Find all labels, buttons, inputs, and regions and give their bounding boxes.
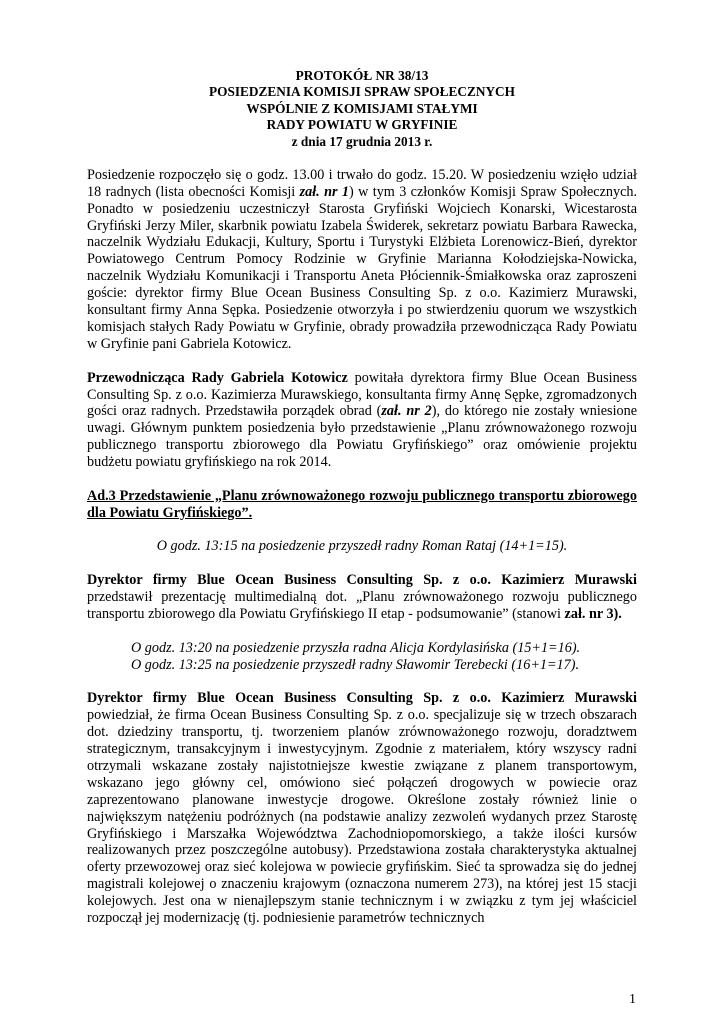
title-line: RADY POWIATU W GRYFINIE [266, 117, 458, 133]
attendance-note: O godz. 13:15 na posiedzenie przyszedł radny Roman Rataj (14+1=15). [156, 538, 568, 555]
attendance-note: O godz. 13:25 na posiedzenie przyszedł radny Sławomir Terebecki (16+1=17). [131, 656, 580, 673]
attendance-note: O godz. 13:20 na posiedzenie przyszła radna Alicja Kordylasińska (15+1=16). [131, 639, 581, 656]
attachment-ref: zał. nr 1 [299, 183, 350, 200]
speaker-name: Dyrektor firmy Blue Ocean Business Consulting Sp. z o.o. Kazimierz Murawski [87, 690, 637, 707]
title-line: PROTOKÓŁ NR 38/13 [295, 68, 429, 83]
attachment-ref: zał. nr 3). [564, 605, 622, 622]
speaker-name: Przewodnicząca Rady Gabriela Kotowicz [87, 369, 348, 386]
title-line: POSIEDZENIA KOMISJI SPRAW SPOŁECZNYCH [208, 84, 516, 100]
opening-paragraph: Posiedzenie rozpoczęło się o godz. 13.00 i trwało do godz. 15.20. W posiedzeniu wzięło udział 18 radnych (lista obecności Komisji zał. nr 1) w tym 3 członków Komisji Spraw Społecznych. Ponadto w posiedzeniu uczestniczył Starosta Gryfiński Wojciech Konarski, Wicestarosta Gryfiński Jerzy Miler, skarbnik powiatu Izabela Świderek, sekretarz powiatu Barbara Rawecka, naczelnik Wydziału Edukacji, Kultury, Sportu i Turystyki Elżbieta Lorenowicz-Bień, dyrektor Powiatowego Centrum Pomocy Rodzinie w Gryfinie Marianna Kołodziejska-Nowicka, naczelnik Wydziału Komunikacji i Transportu Aneta Płóciennik-Śmiałkowska oraz zaproszeni goście: dyrektor firmy Blue Ocean Business Consulting Sp. z o.o. Kazimierz Murawski, konsultant firmy Anna Sępka. Posiedzenie otworzyła i po stwierdzeniu quorum we wszystkich komisjach stałych Rady Powiatu w Gryfinie, obrady prowadziła przewodnicząca Rady Powiatu w Gryfinie pani Gabriela Kotowicz. [87, 166, 638, 352]
speech-paragraph: Dyrektor firmy Blue Ocean Business Consulting Sp. z o.o. Kazimierz Murawski powiedział, że firma Ocean Business Consulting Sp. z o.o. specjalizuje się w trzech obszarach dot. dziedziny transportu, tj. tworzeniem planów zrównoważonego rozwoju, doradztwem strategicznym, transakcyjnym i inwestycyjnym. Zgodnie z materiałem, który wszyscy radni otrzymali wskazane zostały najistotniejsze kwestie związane z planem transportowym, wskazano jego główny cel, omówiono sieć połączeń drogowych w powiecie oraz zaprezentowano planowane inwestycje drogowe. Określone zostały również linie o największym natężeniu podróżnych (na podstawie analizy zezwoleń wydanych przez Starostę Gryfińskiego i Marszałka Województwa Zachodniopomorskiego, a także ilości kursów realizowanych przez poszczególne autobusy). Przedstawiona została charakterystyka aktualnej oferty przewozowej oraz sieć kolejowa w powiecie gryfińskim. Sieć ta sprowadza się do jednej magistrali kolejowej o znaczeniu krajowym (oznaczona numerem 273), na której jest 15 stacji kolejowych. Jest ona w nienajlepszym stanie technicznym i w związku z tym jej właściciel rozpoczął jej modernizację (tj. podniesienie parametrów technicznych [87, 690, 637, 927]
speaker-name: Dyrektor firmy Blue Ocean Business Consulting Sp. z o.o. Kazimierz Murawski [87, 572, 637, 589]
page-number: 1 [629, 992, 636, 1007]
title-line: WSPÓLNIE Z KOMISJAMI STAŁYMI [246, 100, 478, 116]
attachment-ref: zał. nr 2 [381, 403, 432, 420]
chair-paragraph: Przewodnicząca Rady Gabriela Kotowicz powitała dyrektora firmy Blue Ocean Business Consulting Sp. z o.o. Kazimierza Murawskiego, konsultanta firmy Annę Sępke, zgromadzonych gości oraz radnych. Przedstawiła porządek obrad (zał. nr 2), do którego nie zostały wniesione uwagi. Głównym punktem posiedzenia było przedstawienie „Planu zrównoważonego rozwoju publicznego transportu zbiorowego dla Powiatu Gryfińskiego” oraz omówienie projektu budżetu powiatu gryfińskiego na rok 2014. [87, 369, 638, 471]
document-page [87, 68, 637, 927]
title-date: z dnia 17 grudnia 2013 r. [291, 133, 433, 149]
agenda-item-heading: Ad.3 Przedstawienie „Planu zrównoważonego rozwoju publicznego transportu zbiorowego dla Powiatu Gryfińskiego”. [87, 487, 637, 521]
presentation-paragraph: Dyrektor firmy Blue Ocean Business Consulting Sp. z o.o. Kazimierz Murawski przedstawił prezentację multimedialną dot. „Planu zrównoważonego rozwoju publicznego transportu zbiorowego dla Powiatu Gryfińskiego II etap - podsumowanie” (stanowi zał. nr 3). [87, 572, 637, 622]
document-title [87, 68, 637, 150]
